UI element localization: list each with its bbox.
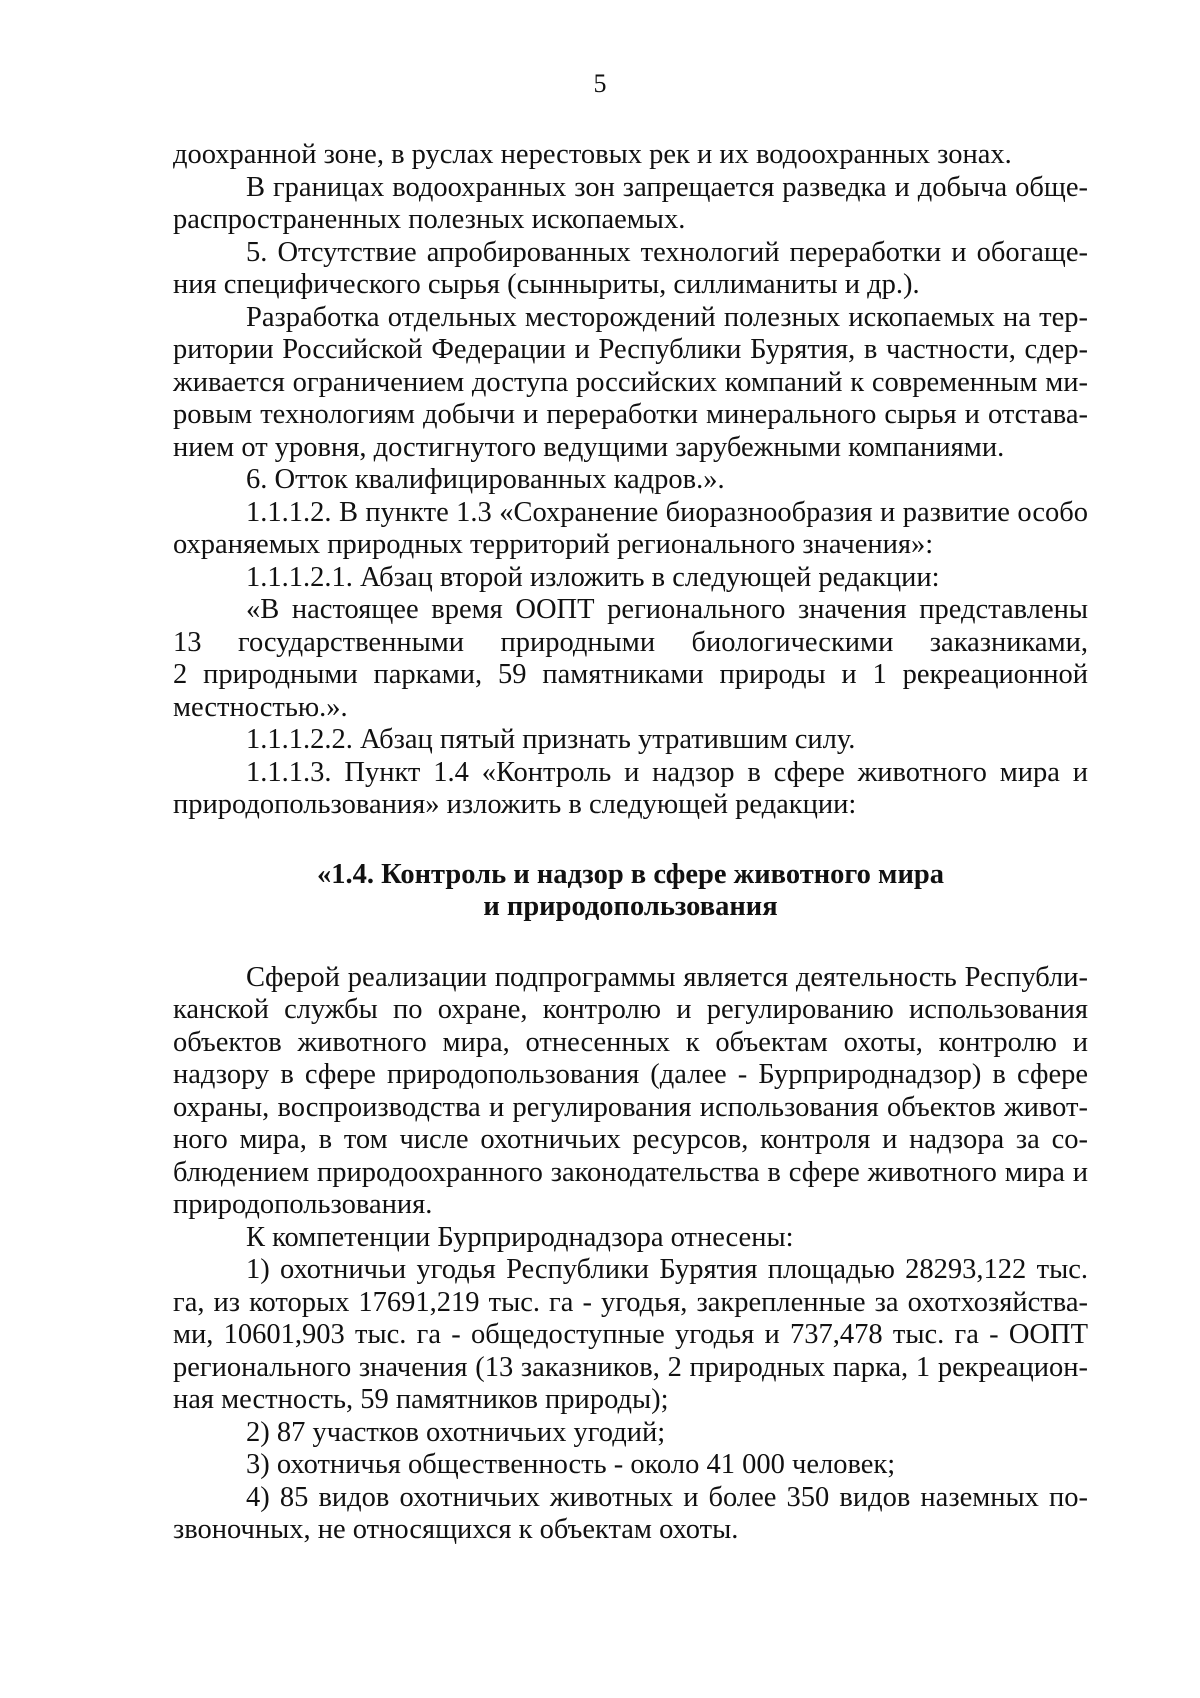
paragraph [173, 562, 1088, 595]
paragraph-line: местностью.». [173, 691, 348, 723]
paragraph [173, 1222, 1088, 1255]
paragraph-line: регионального значения (13 заказников, 2 природных парка, 1 рекреацион- [173, 1351, 1088, 1383]
paragraph-line: доохранной зоне, в руслах нерестовых рек и их водоохранных зонах. [173, 139, 1012, 170]
paragraph-line: 6. Отток квалифицированных кадров.». [246, 464, 725, 495]
paragraph-line: ного мира, в том числе охотничьих ресурсов, контроля и надзора за со- [173, 1124, 1088, 1155]
paragraph-line: Сферой реализации подпрограммы является деятельность Республи- [246, 961, 1088, 993]
paragraph-line: Разработка отдельных месторождений полезных ископаемых на тер- [246, 301, 1088, 333]
paragraph-line: звоночных, не относящихся к объектам охоты. [173, 1514, 739, 1545]
paragraph-line: 4) 85 видов охотничьих животных и более 350 видов наземных по- [246, 1481, 1088, 1513]
paragraph-line: природопользования. [173, 1189, 433, 1220]
paragraph-line: 13 государственными природными биологическими заказниками, [173, 626, 1088, 658]
paragraph-line: 2) 87 участков охотничьих угодий; [246, 1416, 666, 1448]
paragraph-line: га, из которых 17691,219 тыс. га - угодья, закрепленные за охотхозяйства- [173, 1286, 1088, 1318]
paragraph [173, 1417, 1088, 1450]
paragraph [173, 594, 1088, 724]
paragraph [173, 1482, 1088, 1547]
paragraph-line: 1) охотничьи угодья Республики Бурятия площадью 28293,122 тыс. [246, 1254, 1088, 1285]
text-block-bottom [173, 962, 1088, 1547]
paragraph [173, 172, 1088, 237]
paragraph-line: 1.1.1.2. В пункте 1.3 «Сохранение биоразнообразия и развитие особо [246, 496, 1088, 528]
paragraph-line: надзору в сфере природопользования (далее - Бурприроднадзор) в сфере [173, 1059, 1088, 1090]
paragraph-line: природопользования» изложить в следующей редакции: [173, 789, 857, 820]
paragraph-line: ми, 10601,903 тыс. га - общедоступные угодья и 737,478 тыс. га - ООПТ [173, 1319, 1088, 1350]
paragraph-line: 2 природными парками, 59 памятниками природы и 1 рекреационной [173, 659, 1088, 690]
paragraph [173, 962, 1088, 1222]
paragraph [173, 139, 1088, 172]
paragraph-line: канской службы по охране, контролю и регулированию использования [173, 994, 1088, 1025]
paragraph [173, 464, 1088, 497]
paragraph-line: «В настоящее время ООПТ регионального значения представлены [246, 594, 1088, 625]
paragraph-line: ния специфического сырья (сынныриты, силлиманиты и др.). [173, 269, 920, 300]
paragraph [173, 757, 1088, 822]
paragraph [173, 497, 1088, 562]
paragraph [173, 1449, 1088, 1482]
section-heading-line-1: «1.4. Контроль и надзор в сфере животного мира [317, 858, 944, 890]
paragraph-line: ритории Российской Федерации и Республики Бурятия, в частности, сдер- [173, 334, 1088, 365]
section-heading-line-2: и природопользования [483, 891, 778, 922]
page-number: 5 [593, 69, 607, 98]
paragraph-line: 1.1.1.2.2. Абзац пятый признать утратившим силу. [246, 724, 856, 755]
paragraph-line: ная местность, 59 памятников природы); [173, 1384, 669, 1415]
text-block-top [173, 139, 1088, 822]
paragraph-line: ровым технологиям добычи и переработки минерального сырья и отстава- [173, 399, 1088, 430]
paragraph-line: нием от уровня, достигнутого ведущими зарубежными компаниями. [173, 431, 1005, 463]
paragraph-line: 3) охотничья общественность - около 41 000 человек; [246, 1449, 896, 1480]
paragraph-line: охраняемых природных территорий регионального значения»: [173, 529, 934, 560]
paragraph-line: К компетенции Бурприроднадзора отнесены: [246, 1221, 794, 1253]
paragraph-line: распространенных полезных ископаемых. [173, 204, 686, 235]
paragraph [173, 302, 1088, 465]
paragraph-line: 5. Отсутствие апробированных технологий переработки и обогаще- [246, 236, 1088, 268]
document-body [173, 139, 1088, 1547]
paragraph-line: 1.1.1.2.1. Абзац второй изложить в следующей редакции: [246, 561, 940, 593]
paragraph-line: объектов животного мира, отнесенных к объектам охоты, контролю и [173, 1026, 1088, 1058]
paragraph [173, 237, 1088, 302]
paragraph-line: блюдением природоохранного законодательства в сфере животного мира и [173, 1156, 1088, 1188]
paragraph-line: охраны, воспроизводства и регулирования использования объектов живот- [173, 1091, 1088, 1123]
section-heading [173, 859, 1088, 924]
paragraph [173, 724, 1088, 757]
paragraph-line: 1.1.1.3. Пункт 1.4 «Контроль и надзор в сфере животного мира и [246, 756, 1088, 788]
paragraph-line: живается ограничением доступа российских компаний к современным ми- [173, 366, 1088, 398]
paragraph [173, 1254, 1088, 1417]
paragraph-line: В границах водоохранных зон запрещается разведка и добыча обще- [246, 171, 1088, 203]
